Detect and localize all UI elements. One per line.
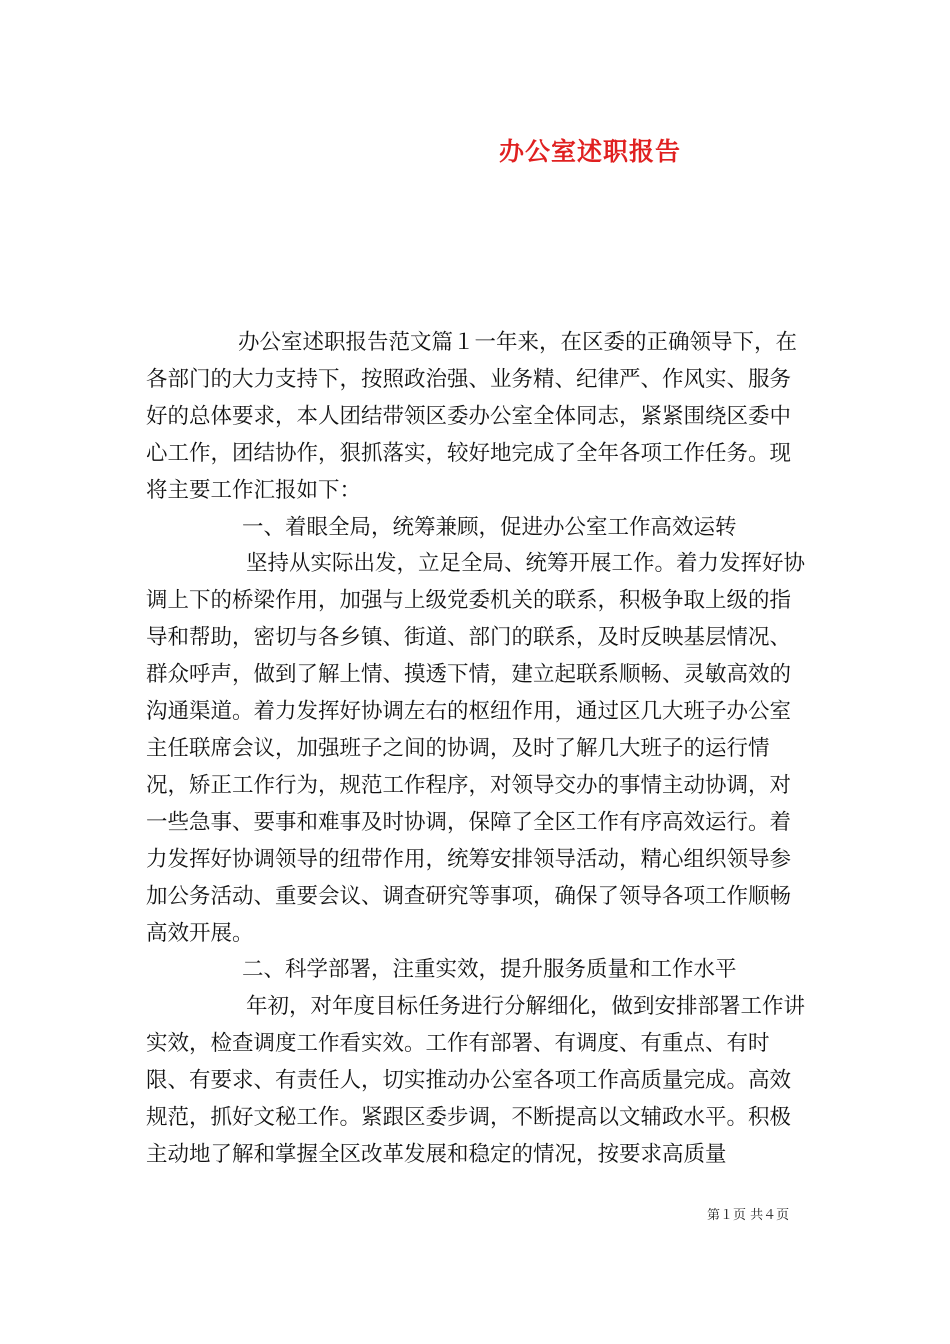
section-heading-2: 二、科学部署，注重实效，提升服务质量和工作水平	[242, 957, 737, 983]
paragraph-section-1: 坚持从实际出发，立足全局、统筹开展工作。着力发挥好协调上下的桥梁作用，加强与上级党委机关的联系，积极争取上级的指导和帮助，密切与各乡镇、街道、部门的联系，及时反映基层情况、群众呼声，做到了解上情、摸透下情，建立起联系顺畅、灵敏高效的沟通渠道。着力发挥好协调左右的枢纽作用，通过区几大班子办公室主任联席会议，加强班子之间的协调，及时了解几大班子的运行情况，矫正工作行为，规范工作程序，对领导交办的事情主动协调，对一些急事、要事和难事及时协调，保障了全区工作有序高效运行。着力发挥好协调领导的纽带作用，统筹安排领导活动，精心组织领导参加公务活动、重要会议、调查研究等事项，确保了领导各项工作顺畅高效开展。	[146, 551, 806, 946]
document-title: 办公室述职报告	[498, 137, 681, 166]
page-number-footer: 第１页 共４页	[707, 1208, 790, 1223]
paragraph-section-2: 年初，对年度目标任务进行分解细化，做到安排部署工作讲实效，检查调度工作看实效。工作有部署、有调度、有重点、有时限、有要求、有责任人，切实推动办公室各项工作高质量完成。高效规范，抓好文秘工作。紧跟区委步调，不断提高以文辅政水平。积极主动地了解和掌握全区改革发展和稳定的情况，按要求高质量	[146, 994, 806, 1167]
section-heading-1: 一、着眼全局，统筹兼顾，促进办公室工作高效运转	[242, 514, 737, 540]
paragraph-intro: 办公室述职报告范文篇１一年来，在区委的正确领导下，在各部门的大力支持下，按照政治强、业务精、纪律严、作风实、服务好的总体要求，本人团结带领区委办公室全体同志，紧紧围绕区委中心工作，团结协作，狠抓落实，较好地完成了全年各项工作任务。现将主要工作汇报如下：	[146, 330, 798, 503]
document-body	[146, 325, 806, 1174]
